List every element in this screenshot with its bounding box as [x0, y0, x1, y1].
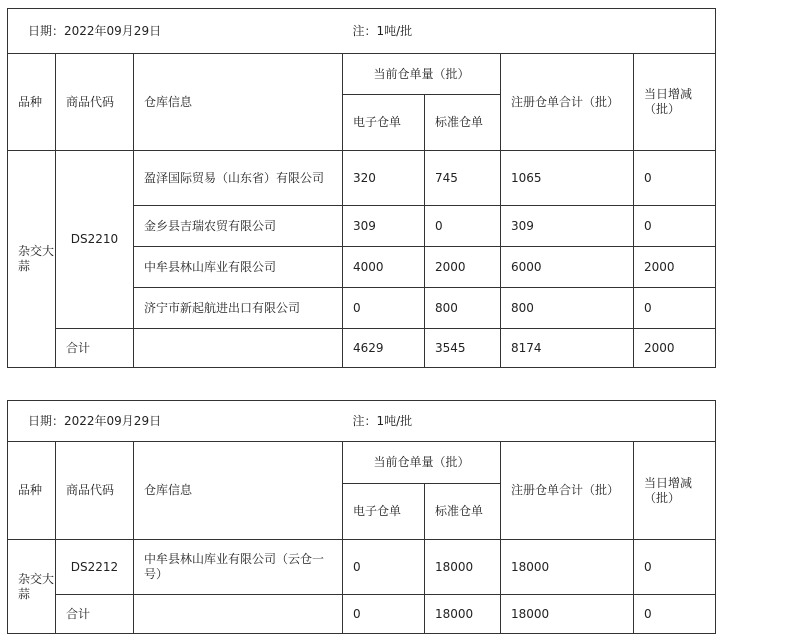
- summary-change: 2000: [634, 329, 716, 368]
- header-current-qty: 当前仓单量（批）: [343, 54, 501, 95]
- electronic-cell: 309: [343, 206, 425, 247]
- header-code: 商品代码: [56, 442, 134, 540]
- standard-cell: 0: [425, 206, 501, 247]
- header-standard: 标准仓单: [425, 484, 501, 540]
- summary-electronic: 4629: [343, 329, 425, 368]
- summary-change: 0: [634, 595, 716, 634]
- header-daily-change: 当日增减（批）: [634, 54, 716, 151]
- variety-cell: 杂交大蒜: [8, 151, 56, 368]
- electronic-cell: 320: [343, 151, 425, 206]
- summary-total: 8174: [501, 329, 634, 368]
- header-warehouse: 仓库信息: [134, 54, 343, 151]
- electronic-cell: 0: [343, 540, 425, 595]
- total-cell: 309: [501, 206, 634, 247]
- header-code: 商品代码: [56, 54, 134, 151]
- warehouse-receipt-table-2: [7, 400, 716, 634]
- summary-electronic: 0: [343, 595, 425, 634]
- electronic-cell: 4000: [343, 247, 425, 288]
- warehouse-cell: 中牟县林山库业有限公司（云仓一号）: [134, 540, 343, 595]
- total-cell: 1065: [501, 151, 634, 206]
- summary-standard: 18000: [425, 595, 501, 634]
- standard-cell: 800: [425, 288, 501, 329]
- header-current-qty: 当前仓单量（批）: [343, 442, 501, 484]
- header-registered-total: 注册仓单合计（批）: [501, 442, 634, 540]
- change-cell: 2000: [634, 247, 716, 288]
- header-standard: 标准仓单: [425, 95, 501, 151]
- header-variety: 品种: [8, 54, 56, 151]
- warehouse-cell: 金乡县吉瑞农贸有限公司: [134, 206, 343, 247]
- total-cell: 6000: [501, 247, 634, 288]
- summary-empty-cell: [134, 329, 343, 368]
- warehouse-cell: 济宁市新起航进出口有限公司: [134, 288, 343, 329]
- total-cell: 18000: [501, 540, 634, 595]
- change-cell: 0: [634, 151, 716, 206]
- standard-cell: 745: [425, 151, 501, 206]
- change-cell: 0: [634, 288, 716, 329]
- warehouse-cell: 中牟县林山库业有限公司: [134, 247, 343, 288]
- code-cell: DS2210: [56, 151, 134, 329]
- header-warehouse: 仓库信息: [134, 442, 343, 540]
- summary-label: 合计: [56, 329, 134, 368]
- warehouse-cell: 盈泽国际贸易（山东省）有限公司: [134, 151, 343, 206]
- unit-note: 注：1吨/批: [343, 401, 716, 442]
- change-cell: 0: [634, 540, 716, 595]
- unit-note: 注：1吨/批: [343, 9, 716, 54]
- header-electronic: 电子仓单: [343, 95, 425, 151]
- electronic-cell: 0: [343, 288, 425, 329]
- summary-label: 合计: [56, 595, 134, 634]
- standard-cell: 18000: [425, 540, 501, 595]
- code-cell: DS2212: [56, 540, 134, 595]
- total-cell: 800: [501, 288, 634, 329]
- standard-cell: 2000: [425, 247, 501, 288]
- header-electronic: 电子仓单: [343, 484, 425, 540]
- date-label: 日期：2022年09月29日: [8, 401, 343, 442]
- warehouse-receipt-table-1: [7, 8, 716, 368]
- variety-cell: 杂交大蒜: [8, 540, 56, 634]
- change-cell: 0: [634, 206, 716, 247]
- header-registered-total: 注册仓单合计（批）: [501, 54, 634, 151]
- header-variety: 品种: [8, 442, 56, 540]
- summary-standard: 3545: [425, 329, 501, 368]
- date-label: 日期：2022年09月29日: [8, 9, 343, 54]
- summary-total: 18000: [501, 595, 634, 634]
- header-daily-change: 当日增减（批）: [634, 442, 716, 540]
- summary-empty-cell: [134, 595, 343, 634]
